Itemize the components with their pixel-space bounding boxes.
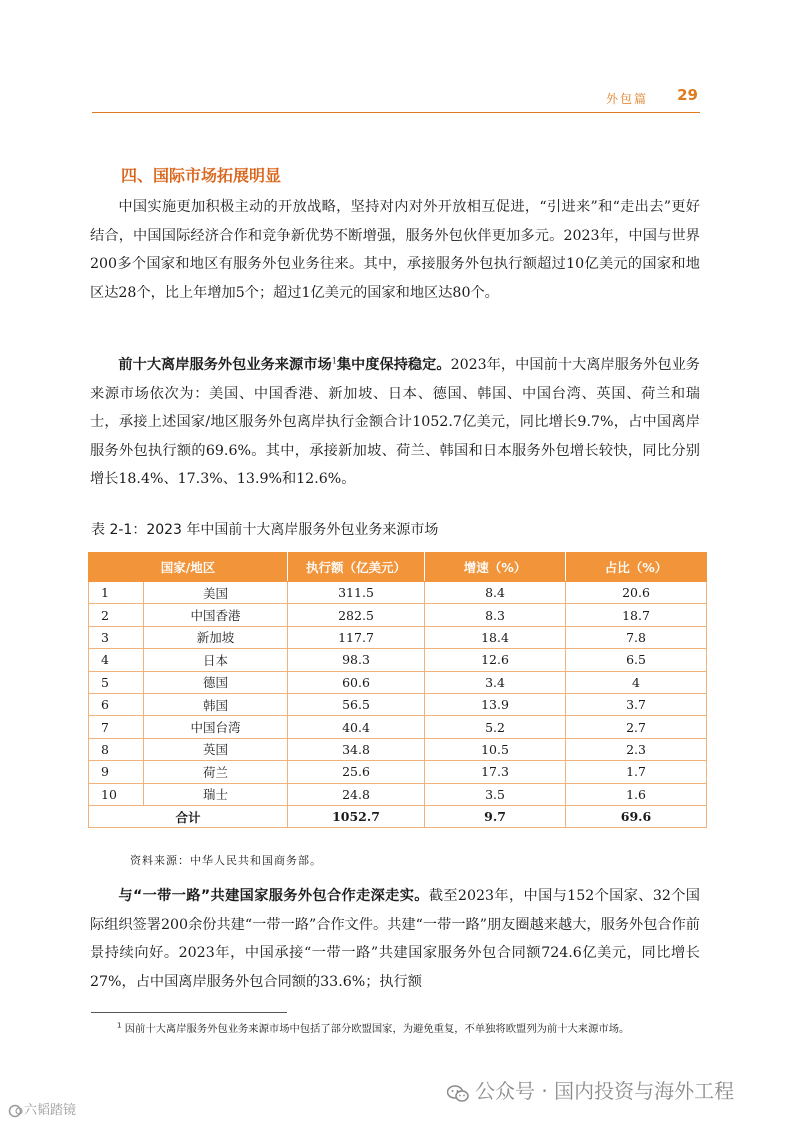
header-growth: 增速（%） xyxy=(425,553,566,582)
row-rank: 9 xyxy=(89,761,144,783)
paragraph-2 xyxy=(90,351,700,494)
row-amount: 117.7 xyxy=(288,626,425,648)
watermark-text: 公众号 · 国内投资与海外工程 xyxy=(475,1079,735,1103)
row-growth: 3.4 xyxy=(425,671,566,693)
total-share: 69.6 xyxy=(566,805,707,827)
row-growth: 18.4 xyxy=(425,626,566,648)
table-row xyxy=(89,738,707,760)
row-rank: 6 xyxy=(89,693,144,715)
row-amount: 282.5 xyxy=(288,604,425,626)
row-growth: 12.6 xyxy=(425,649,566,671)
row-rank: 7 xyxy=(89,716,144,738)
row-amount: 40.4 xyxy=(288,716,425,738)
header-divider xyxy=(92,112,700,113)
paragraph-1: 中国实施更加积极主动的开放战略，坚持对内对外开放相互促进，“引进来”和“走出去”更好结合，中国国际经济合作和竞争新优势不断增强，服务外包伙伴更加多元。2023年，中国与世界200多个国家和地区有服务外包业务往来。其中，承接服务外包执行额超过10亿美元的国家和地区达28个，比上年增加5个；超过1亿美元的国家和地区达80个。 xyxy=(90,199,700,301)
row-rank: 4 xyxy=(89,649,144,671)
row-amount: 98.3 xyxy=(288,649,425,671)
table-row xyxy=(89,693,707,715)
row-rank: 10 xyxy=(89,783,144,805)
table-source: 资料来源：中华人民共和国商务部。 xyxy=(130,854,322,867)
footnote-text: 因前十大离岸服务外包业务来源市场中包括了部分欧盟国家，为避免重复，不单独将欧盟列为前十大来源市场。 xyxy=(124,1023,630,1035)
row-country: 瑞士 xyxy=(144,783,288,805)
table-caption: 表 2-1：2023 年中国前十大离岸服务外包业务来源市场 xyxy=(91,522,439,538)
table-header-row xyxy=(89,553,707,582)
row-country: 英国 xyxy=(144,738,288,760)
table-row xyxy=(89,716,707,738)
logo-icon xyxy=(8,1104,24,1118)
total-amount: 1052.7 xyxy=(288,805,425,827)
paragraph-3-body: 截至2023年，中国与152个国家、32个国际组织签署200余份共建“一带一路”合作文件。共建“一带一路”朋友圈越来越大，服务外包合作前景持续向好。2023年，中国承接“一带一路”共建国家服务外包合同额724.6亿美元，同比增长27%，占中国离岸服务外包合同额的33.6%；执行额 xyxy=(90,888,700,990)
table-row xyxy=(89,783,707,805)
row-growth: 8.3 xyxy=(425,604,566,626)
total-label: 合计 xyxy=(89,805,288,827)
paragraph-3-lead: 与“一带一路”共建国家服务外包合作走深走实。 xyxy=(118,888,429,904)
row-rank: 3 xyxy=(89,626,144,648)
total-growth: 9.7 xyxy=(425,805,566,827)
page-header xyxy=(92,86,700,112)
table-row xyxy=(89,649,707,671)
row-growth: 8.4 xyxy=(425,582,566,604)
header-country: 国家/地区 xyxy=(89,553,288,582)
row-growth: 17.3 xyxy=(425,761,566,783)
row-growth: 5.2 xyxy=(425,716,566,738)
page-number: 29 xyxy=(677,86,698,104)
footnote xyxy=(117,1020,629,1035)
row-country: 新加坡 xyxy=(144,626,288,648)
table-row xyxy=(89,626,707,648)
row-country: 美国 xyxy=(144,582,288,604)
table-row xyxy=(89,582,707,604)
row-share: 2.7 xyxy=(566,716,707,738)
footnote-mark: 1 xyxy=(117,1021,122,1030)
row-share: 1.6 xyxy=(566,783,707,805)
header-share: 占比（%） xyxy=(566,553,707,582)
row-share: 1.7 xyxy=(566,761,707,783)
row-share: 7.8 xyxy=(566,626,707,648)
paragraph-2-body: 2023年，中国前十大离岸服务外包业务来源市场依次为：美国、中国香港、新加坡、日本、德国、韩国、中国台湾、英国、荷兰和瑞士，承接上述国家/地区服务外包离岸执行金额合计1052.7亿美元，同比增长9.7%，占中国离岸服务外包执行额的69.6%。其中，承接新加坡、荷兰、韩国和日本服务外包增长较快，同比分别增长18.4%、17.3%、13.9%和12.6%。 xyxy=(90,357,700,487)
table-total-row xyxy=(89,805,707,827)
row-growth: 13.9 xyxy=(425,693,566,715)
row-share: 2.3 xyxy=(566,738,707,760)
paragraph-2-lead: 前十大离岸服务外包业务来源市场 xyxy=(118,357,332,373)
row-rank: 5 xyxy=(89,671,144,693)
row-rank: 8 xyxy=(89,738,144,760)
footnote-divider xyxy=(91,1012,287,1013)
paragraph-2-lead-end: 集中度保持稳定。 xyxy=(336,357,451,373)
corner-logo xyxy=(8,1099,76,1118)
row-growth: 10.5 xyxy=(425,738,566,760)
section-heading: 四、国际市场拓展明显 xyxy=(121,166,282,185)
table-row xyxy=(89,671,707,693)
row-country: 荷兰 xyxy=(144,761,288,783)
row-share: 18.7 xyxy=(566,604,707,626)
header-amount: 执行额（亿美元） xyxy=(288,553,425,582)
row-share: 6.5 xyxy=(566,649,707,671)
row-country: 中国香港 xyxy=(144,604,288,626)
row-share: 20.6 xyxy=(566,582,707,604)
row-amount: 25.6 xyxy=(288,761,425,783)
row-amount: 34.8 xyxy=(288,738,425,760)
row-rank: 2 xyxy=(89,604,144,626)
row-country: 中国台湾 xyxy=(144,716,288,738)
row-share: 3.7 xyxy=(566,693,707,715)
section-title: 外包篇 xyxy=(605,92,648,106)
row-amount: 24.8 xyxy=(288,783,425,805)
wechat-icon xyxy=(447,1084,469,1102)
table-row xyxy=(89,761,707,783)
table-row xyxy=(89,604,707,626)
row-amount: 311.5 xyxy=(288,582,425,604)
corner-logo-text: 六韬踏镜 xyxy=(24,1103,77,1118)
row-rank: 1 xyxy=(89,582,144,604)
row-growth: 3.5 xyxy=(425,783,566,805)
row-country: 德国 xyxy=(144,671,288,693)
row-country: 韩国 xyxy=(144,693,288,715)
footnote-ref: 1 xyxy=(331,356,337,366)
paragraph-3 xyxy=(90,882,700,996)
row-share: 4 xyxy=(566,671,707,693)
watermark xyxy=(447,1075,767,1101)
row-amount: 56.5 xyxy=(288,693,425,715)
markets-table xyxy=(88,552,707,828)
row-country: 日本 xyxy=(144,649,288,671)
row-amount: 60.6 xyxy=(288,671,425,693)
